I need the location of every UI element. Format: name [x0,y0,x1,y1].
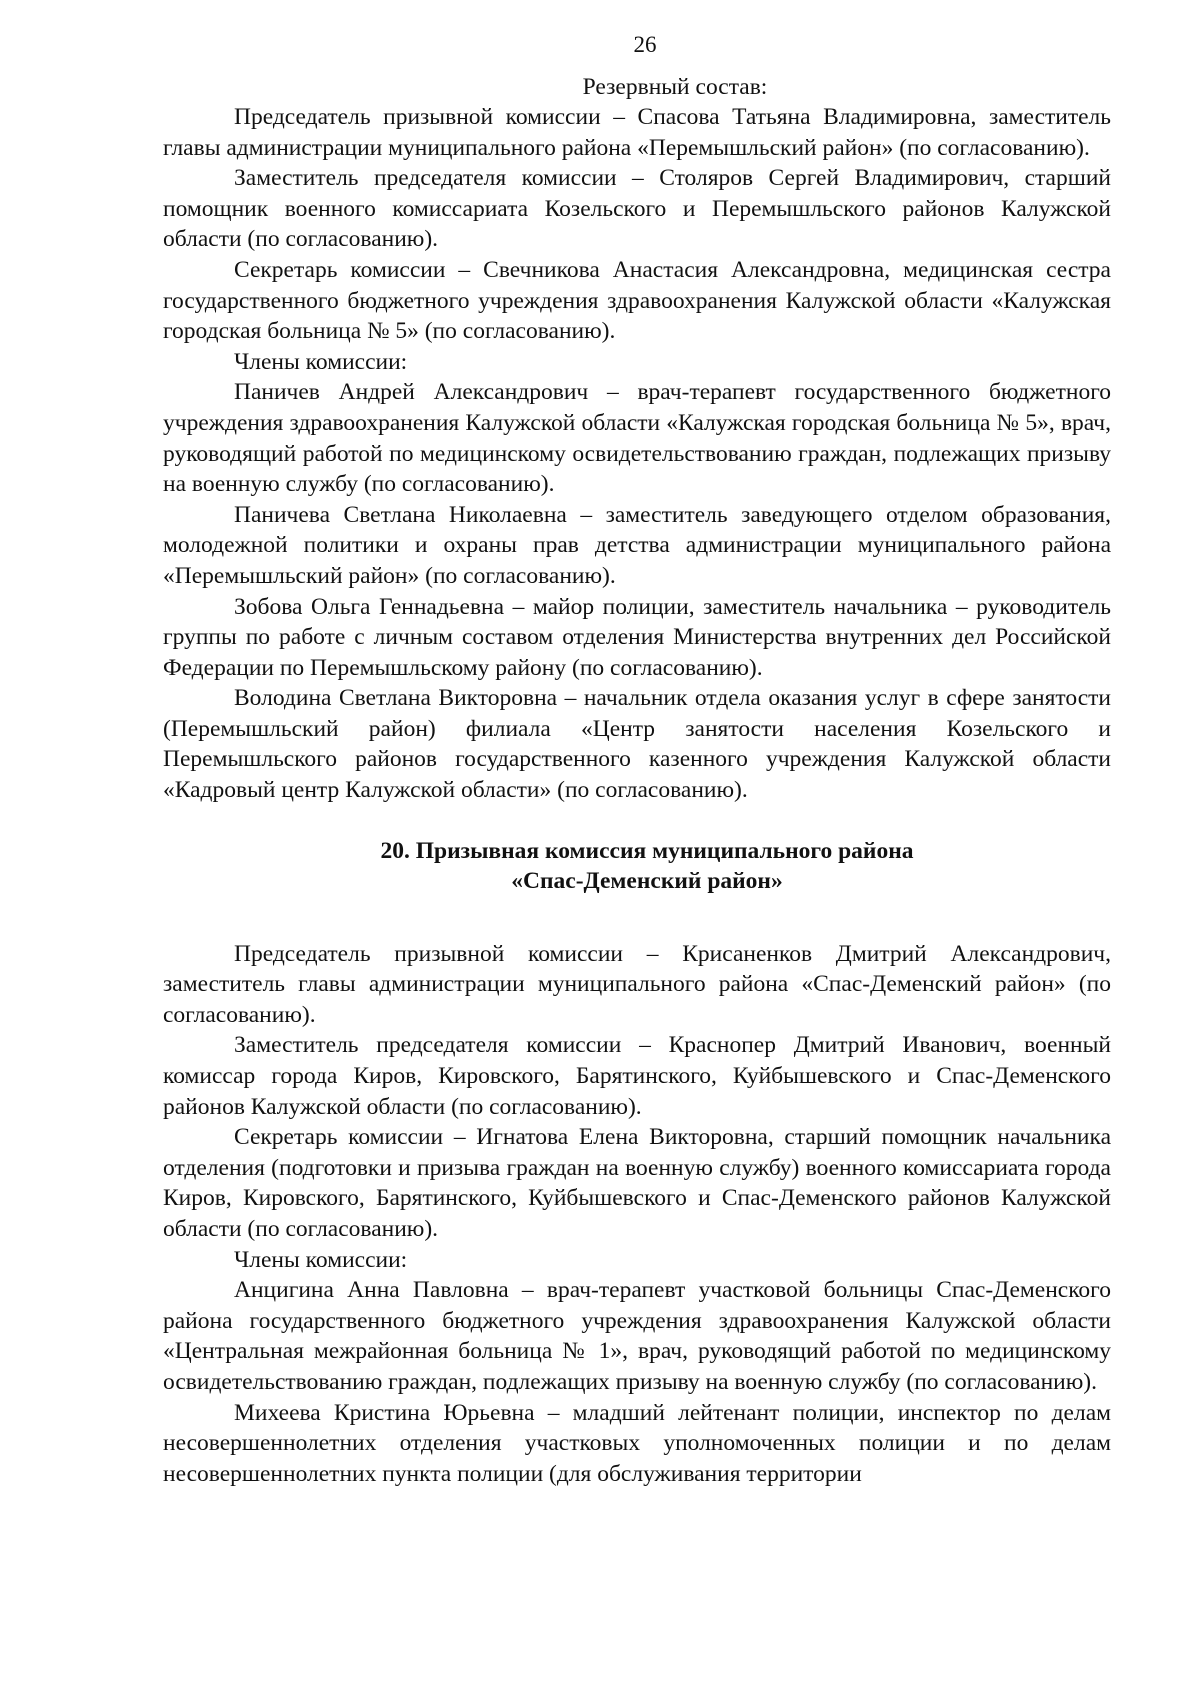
reserve-member-paragraph: Паничева Светлана Николаевна – заместитель заведующего отделом образования, молодежной политики и охраны прав детства администрации муниципального района «Перемышльский район» (по согласованию). [163,501,1111,589]
deputy-paragraph: Заместитель председателя комиссии – Краснопер Дмитрий Иванович, военный комиссар города Киров, Кировского, Барятинского, Куйбышевского и Спас-Деменского районов Калужской области (по согласованию). [163,1032,1111,1120]
reserve-secretary-paragraph: Секретарь комиссии – Свечникова Анастасия Александровна, медицинская сестра государственного бюджетного учреждения здравоохранения Калужской области «Калужская городская больница № 5» (по согласованию). [163,256,1111,345]
reserve-section [163,102,1111,806]
section-title-line2: «Спас-Деменский район» [511,867,783,894]
section-title-line1: 20. Призывная комиссия муниципального района [380,837,914,864]
section-title [183,836,1111,896]
reserve-heading: Резервный состав: [582,74,768,100]
reserve-member-paragraph: Володина Светлана Викторовна – начальник отдела оказания услуг в сфере занятости (Перемышльский район) филиала «Центр занятости населения Козельского и Перемышльского районов государственного казенного учреждения Калужской области «Кадровый центр Калужской области» (по согласованию). [163,685,1111,804]
section-spacer [163,896,1111,939]
secretary-paragraph: Секретарь комиссии – Игнатова Елена Викторовна, старший помощник начальника отделения (подготовки и призыва граждан на военную службу) военного комиссариата города Киров, Кировского, Барятинского, Куйбышевского и Спас-Деменского районов Калужской области (по согласованию). [163,1124,1111,1242]
member-paragraph: Михеева Кристина Юрьевна – младший лейтенант полиции, инспектор по делам несовершеннолетних отделения участковых уполномоченных полиции и по делам несовершеннолетних пункта полиции (для обслуживания территории [163,1399,1111,1487]
chairman-paragraph: Председатель призывной комиссии – Крисаненков Дмитрий Александрович, заместитель главы администрации муниципального района «Спас-Деменский район» (по согласованию). [163,940,1111,1028]
spas-demensky-section [163,939,1111,1490]
reserve-members-label: Члены комиссии: [234,348,408,375]
reserve-chairman-paragraph: Председатель призывной комиссии – Спасова Татьяна Владимировна, заместитель главы администрации муниципального района «Перемышльский район» (по согласованию). [163,104,1111,161]
page-number: 26 [633,32,657,57]
reserve-member-paragraph: Зобова Ольга Геннадьевна – майор полиции, заместитель начальника – руководитель группы по работе с личным составом отделения Министерства внутренних дел Российской Федерации по Перемышльскому району (по согласованию). [163,593,1111,681]
members-label: Члены комиссии: [234,1246,408,1273]
document-page [163,28,1111,1489]
reserve-member-paragraph: Паничев Андрей Александрович – врач-терапевт государственного бюджетного учреждения здравоохранения Калужской области «Калужская городская больница № 5», врач, руководящий работой по медицинскому освидетельствованию граждан, подлежащих призыву на военную службу (по согласованию). [163,379,1111,498]
reserve-deputy-paragraph: Заместитель председателя комиссии – Столяров Сергей Владимирович, старший помощник военного комиссариата Козельского и Перемышльского районов Калужской области (по согласованию). [163,165,1111,253]
member-paragraph: Анцигина Анна Павловна – врач-терапевт участковой больницы Спас-Деменского района государственного бюджетного учреждения здравоохранения Калужской области «Центральная межрайонная больница № 1», врач, руководящий работой по медицинскому освидетельствованию граждан, подлежащих призыву на военную службу (по согласованию). [163,1277,1111,1395]
